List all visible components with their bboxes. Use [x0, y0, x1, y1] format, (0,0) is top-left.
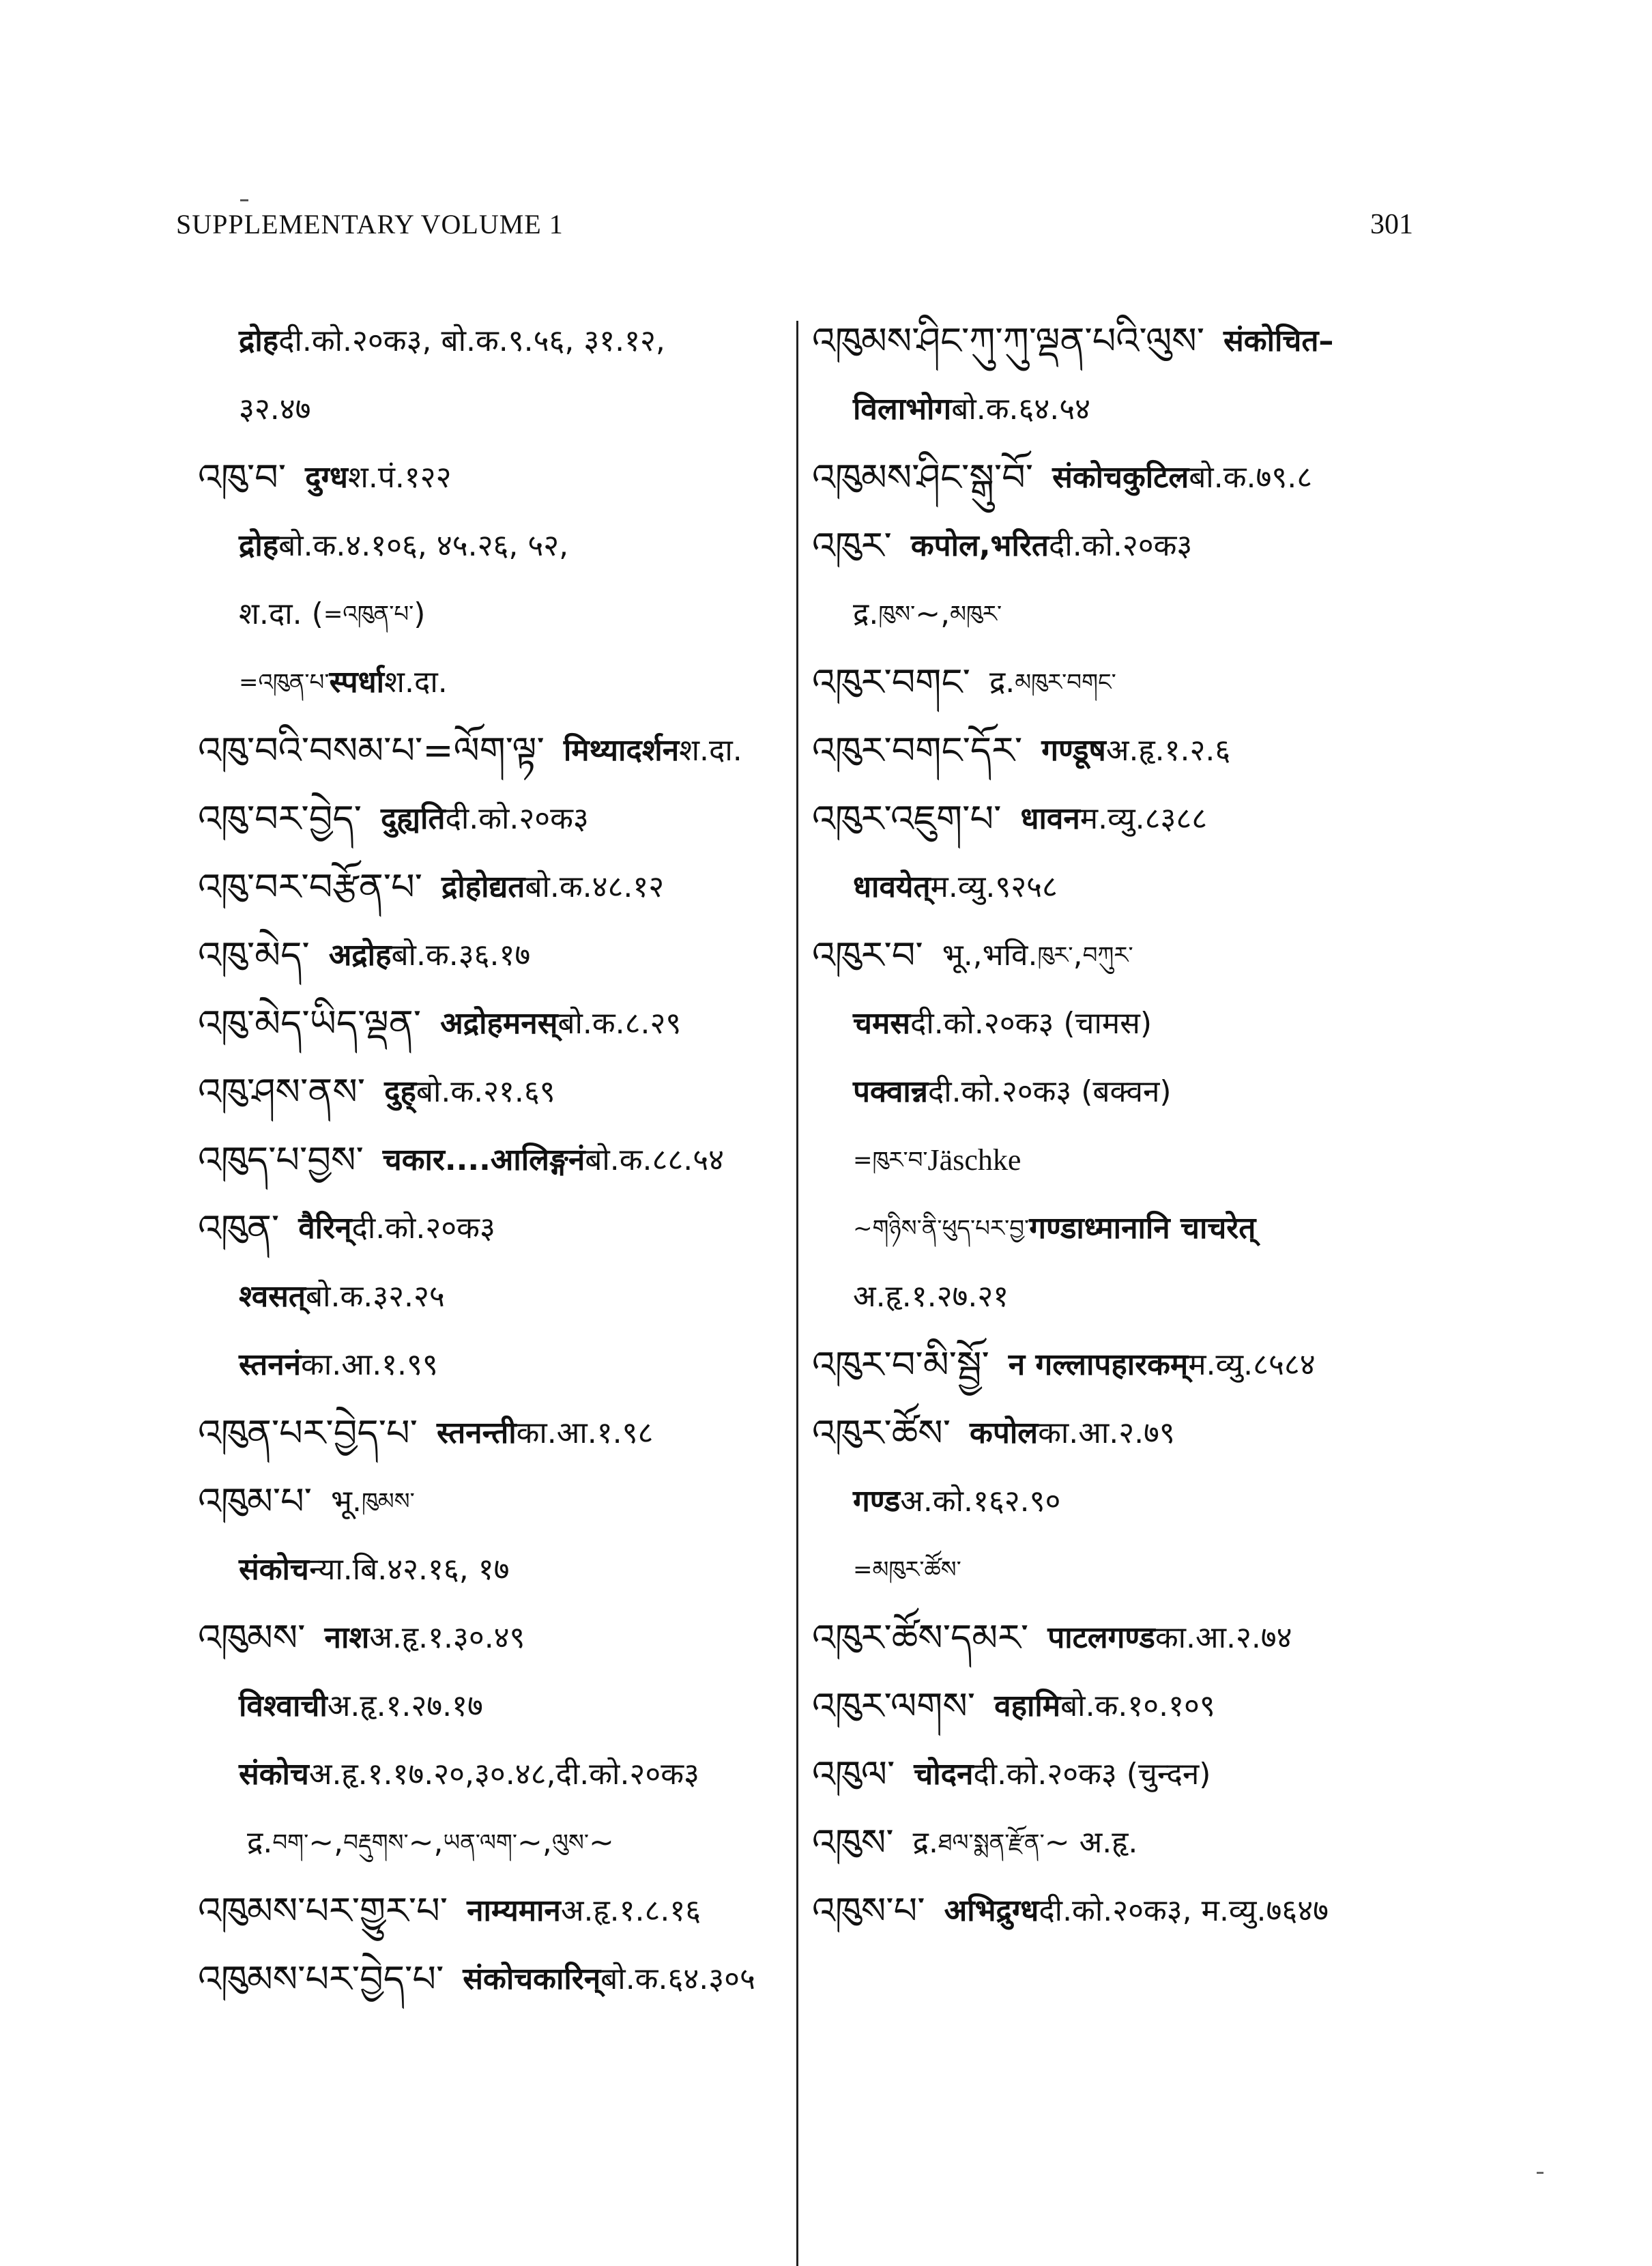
reference-text: द्र. — [853, 597, 879, 631]
dictionary-entry — [198, 444, 792, 512]
tibetan-headword: འཁུ་མེད་ — [198, 934, 310, 977]
tibetan-headword: འཁུས་ — [812, 1821, 894, 1864]
tibetan-headword: འཁུལ་ — [812, 1753, 895, 1796]
dictionary-entry — [812, 1399, 1426, 1467]
dictionary-entry — [812, 1604, 1426, 1672]
dictionary-entry — [812, 1877, 1426, 1945]
dictionary-entry — [198, 1058, 792, 1126]
reference-text: बो.क.७९.८ — [1189, 460, 1313, 495]
reference-text: दी.को.२०क३ (बक्वन) — [927, 1074, 1172, 1109]
reference-text: ~ — [588, 1825, 614, 1860]
reference-text: अ.को.१६२.९० — [900, 1484, 1061, 1519]
tibetan-headword: འཁུད་པ་བྱས་ — [198, 1138, 364, 1181]
dictionary-entry — [198, 990, 792, 1058]
dictionary-entry — [812, 1672, 1426, 1740]
tibetan-headword: འཁུར་བགང་ — [812, 661, 970, 704]
dictionary-entry — [198, 1126, 792, 1194]
sanskrit-equivalent: संकोचित– — [1223, 324, 1334, 358]
tibetan-headword: འཁུམས་པར་གྱུར་པ་ — [198, 1889, 448, 1932]
reference-text: ~, — [517, 1825, 552, 1860]
entry-subline — [198, 1809, 792, 1877]
reference-text: न्या.बि.४२.१६, १७ — [308, 1552, 510, 1587]
reference-text: दी.को.२०क३ — [351, 1211, 495, 1246]
dictionary-entry — [198, 853, 792, 921]
tibetan-crossref: =མཁུར་ཚོས་ — [853, 1556, 961, 1583]
entry-subline — [198, 1672, 792, 1740]
entry-subline — [198, 1536, 792, 1604]
sanskrit-equivalent: गण्डूष — [1041, 733, 1106, 768]
tibetan-headword: འཁུས་པ་ — [812, 1889, 925, 1932]
tibetan-headword: འཁུ་བའི་བསམ་པ་=ལོག་ལྟ་ — [198, 729, 545, 772]
entry-subline — [198, 1263, 792, 1331]
dictionary-entry — [198, 1194, 792, 1263]
tibetan-crossref: བརྡུགས་ — [343, 1829, 409, 1856]
tibetan-headword: འཁུམས་ཤིང་ཀུ་ཀུ་ལྡན་པའི་ལུས་ — [812, 319, 1205, 362]
tibetan-headword: འཁུར་ཚོས་ — [812, 1411, 951, 1454]
sanskrit-equivalent: स्तननं — [239, 1347, 302, 1382]
dictionary-entry — [198, 1877, 792, 1945]
dictionary-entry — [198, 1399, 792, 1467]
reference-text: का.आ.१.९९ — [301, 1347, 438, 1382]
reference-text: बो.क.४.१०६, ४५.२६, ५२, — [278, 528, 569, 563]
sanskrit-equivalent: संकोच — [239, 1757, 309, 1792]
tibetan-crossref: ཁུར་ — [1037, 942, 1073, 969]
sanskrit-equivalent: विश्वाची — [239, 1689, 328, 1723]
tibetan-headword: འཁུར་བགང་དོར་ — [812, 729, 1023, 772]
reference-text: बो.क.६४.५४ — [951, 392, 1090, 427]
reference-text: ~ अ.हृ. — [1044, 1825, 1138, 1860]
dictionary-entry — [198, 1945, 792, 2013]
sanskrit-equivalent: पाटलगण्ड — [1047, 1620, 1155, 1655]
reference-text: अ.हृ.१.८.१६ — [560, 1893, 701, 1928]
entry-subline — [198, 512, 792, 580]
dictionary-entry — [812, 512, 1426, 580]
reference-text: ~, — [408, 1825, 444, 1860]
reference-text: दी.को.२०क३ (चुन्दन) — [973, 1757, 1211, 1792]
reference-text: Jäschke — [927, 1143, 1021, 1177]
reference-text: अ.हृ.१.२७.१७ — [327, 1689, 483, 1723]
reference-text: बो.क.३६.१७ — [391, 938, 531, 973]
reference-text: दी.को.२०क३ — [1048, 528, 1193, 563]
tibetan-crossref: ཡན་ལག་ — [443, 1829, 517, 1856]
tibetan-headword: འཁུ་མེད་ཡིད་ལྡན་ — [198, 1002, 422, 1045]
tibetan-headword: འཁུམས་ — [198, 1616, 306, 1659]
sanskrit-equivalent: द्रोहोद्यत — [441, 870, 525, 904]
reference-text: का.आ.१.९८ — [516, 1416, 654, 1450]
tibetan-crossref: =ཁུར་བ་ — [853, 1147, 928, 1174]
sanskrit-equivalent: धावन — [1020, 801, 1080, 836]
sanskrit-equivalent: मिथ्यादर्शन — [563, 733, 680, 768]
tibetan-headword: འཁུར་བ་ — [812, 934, 923, 977]
reference-text: श.दा. — [384, 665, 448, 700]
sanskrit-equivalent: अद्रोह — [328, 938, 392, 973]
entry-subline — [812, 1467, 1426, 1536]
dictionary-entry — [198, 921, 792, 990]
tibetan-headword: འཁུར་འཇུག་པ་ — [812, 797, 1002, 840]
tibetan-crossref: ལུས་ — [551, 1829, 589, 1856]
entry-subline — [812, 1536, 1426, 1604]
sanskrit-equivalent: दुग्ध — [305, 460, 348, 495]
reference-text: द्र. — [989, 665, 1015, 700]
dictionary-entry — [198, 785, 792, 853]
sanskrit-equivalent: गण्ड — [853, 1484, 901, 1519]
page-header — [176, 208, 1413, 241]
entry-subline — [198, 1331, 792, 1399]
reference-text: बो.क.४८.१२ — [525, 870, 665, 904]
entry-subline — [812, 375, 1426, 444]
tibetan-headword: འཁུན་ — [198, 1207, 280, 1250]
tibetan-crossref: =འཁུན་པ་ — [239, 669, 330, 696]
reference-text: भू. — [331, 1484, 362, 1519]
sanskrit-equivalent: नाश — [324, 1620, 370, 1655]
tibetan-headword: འཁུ་བར་བྱེད་ — [198, 797, 362, 840]
sanskrit-equivalent: गण्डाध्मानानि चाचरेत् — [1029, 1211, 1256, 1246]
reference-text: दी.को.२०क३, म.व्यु.७६४७ — [1039, 1893, 1329, 1928]
sanskrit-equivalent: विलाभोग — [853, 392, 952, 427]
tibetan-headword: འཁུམས་ཤིང་སྒུ་བོ་ — [812, 456, 1034, 499]
dictionary-entry — [198, 1604, 792, 1672]
reference-text: बो.क.१०.१०९ — [1060, 1689, 1215, 1723]
sanskrit-equivalent: संकोचकुटिल — [1052, 460, 1189, 495]
page-number: 301 — [1370, 209, 1413, 240]
dictionary-entry — [812, 785, 1426, 853]
reference-text: बो.क.६४.३०५ — [600, 1962, 755, 1996]
dictionary-entry — [812, 717, 1426, 785]
tibetan-headword: འཁུམས་པར་བྱེད་པ་ — [198, 1957, 444, 2000]
sanskrit-equivalent: संकोचकारिन् — [463, 1962, 601, 1996]
sanskrit-equivalent: दुह् — [384, 1074, 416, 1109]
reference-text: म.व्यु.८३८८ — [1079, 801, 1208, 836]
running-title: SUPPLEMENTARY VOLUME 1 — [176, 209, 564, 240]
entry-subline — [812, 1194, 1426, 1263]
reference-text: अ.हृ.१.२.६ — [1105, 733, 1231, 768]
dictionary-entry — [198, 717, 792, 785]
tibetan-headword: འཁུར་ — [812, 524, 892, 567]
reference-text: दी.को.२०क३, बो.क.९.५६, ३१.१२, — [278, 324, 665, 358]
reference-text: म.व्यु.८५८४ — [1188, 1347, 1316, 1382]
tibetan-headword: འཁུ་བར་བརྩོན་པ་ — [198, 865, 423, 908]
sanskrit-equivalent: चोदन — [914, 1757, 974, 1792]
entry-subline — [198, 307, 792, 375]
tibetan-crossref: མཁུར་བགང་ — [1015, 669, 1116, 696]
dictionary-entry — [812, 1331, 1426, 1399]
reference-text: द्र. — [912, 1825, 938, 1860]
dictionary-entry — [812, 1809, 1426, 1877]
sanskrit-equivalent: वहामि — [994, 1689, 1061, 1723]
reference-text: भू.,भवि. — [942, 938, 1038, 973]
entry-subline — [812, 990, 1426, 1058]
entry-subline — [812, 853, 1426, 921]
scan-mark — [240, 199, 248, 201]
reference-text: दी.को.२०क३ — [445, 801, 589, 836]
dictionary-entry — [812, 1740, 1426, 1809]
tibetan-crossref: བཀུར་ — [1082, 942, 1133, 969]
reference-text: बो.क.८.२९ — [557, 1006, 682, 1041]
tibetan-crossref: =འཁུན་པ་ — [323, 601, 414, 628]
dictionary-entry — [812, 648, 1426, 717]
entry-subline — [812, 580, 1426, 648]
dictionary-entry — [812, 921, 1426, 990]
entry-subline — [198, 580, 792, 648]
reference-text: म.व्यु.९२५८ — [930, 870, 1058, 904]
sanskrit-equivalent: श्वसत् — [239, 1279, 306, 1314]
tibetan-crossref: ཐལ་སྨན་རྫོན་ — [938, 1829, 1045, 1856]
sanskrit-equivalent: धावयेत् — [853, 870, 931, 904]
entry-subline — [812, 1263, 1426, 1331]
sanskrit-equivalent: अभिद्रुग्ध — [944, 1893, 1039, 1928]
dictionary-entry — [812, 307, 1426, 375]
reference-text: अ.हृ.१.३०.४९ — [369, 1620, 525, 1655]
sanskrit-equivalent: स्तनन्ती — [436, 1416, 517, 1450]
reference-text: अ.हृ.१.१७.२०,३०.४८,दी.को.२०क३ — [308, 1757, 699, 1792]
sanskrit-equivalent: नाम्यमान — [467, 1893, 561, 1928]
tibetan-headword: འཁུར་ཚོས་དམར་ — [812, 1616, 1029, 1659]
sanskrit-equivalent: न गल्लापहारकम् — [1008, 1347, 1189, 1382]
sanskrit-equivalent: स्पर्धा — [329, 665, 385, 700]
sanskrit-equivalent: वैरिन् — [298, 1211, 352, 1246]
tibetan-crossref: ཁུས་ — [878, 601, 916, 628]
tibetan-crossref: བག་ — [272, 1829, 309, 1856]
entry-subline — [198, 375, 792, 444]
sanskrit-equivalent: द्रोह — [239, 528, 279, 563]
reference-text: का.आ.२.७९ — [1038, 1416, 1175, 1450]
sanskrit-equivalent: द्रोह — [239, 324, 279, 358]
tibetan-headword: འཁུར་ལགས་ — [812, 1684, 976, 1727]
sanskrit-equivalent: संकोच — [239, 1552, 309, 1587]
sanskrit-equivalent: कपोल — [970, 1416, 1039, 1450]
tibetan-headword: འཁུ་ཤས་ནས་ — [198, 1070, 366, 1113]
entry-subline — [198, 1740, 792, 1809]
sanskrit-equivalent: अद्रोहमनस् — [440, 1006, 558, 1041]
entry-subline — [812, 1058, 1426, 1126]
entry-subline — [198, 648, 792, 717]
reference-text: द्र. — [247, 1825, 273, 1860]
entry-subline — [812, 1126, 1426, 1194]
reference-text: श.दा. — [679, 733, 742, 768]
reference-text: अ.हृ.१.२७.२१ — [853, 1279, 1009, 1314]
tibetan-crossref: མཁུར་ — [950, 601, 1002, 628]
reference-text: बो.क.२१.६९ — [416, 1074, 555, 1109]
reference-text: बो.क.३२.२५ — [306, 1279, 445, 1314]
right-column — [812, 307, 1426, 1945]
reference-text: ३२.४७ — [239, 392, 311, 427]
dictionary-entry — [812, 444, 1426, 512]
reference-text: , — [1073, 938, 1083, 973]
sanskrit-equivalent: भरित — [990, 528, 1049, 563]
column-divider — [796, 321, 798, 2266]
tibetan-headword: འཁུམ་པ་ — [198, 1480, 313, 1523]
tibetan-headword: འཁུ་བ་ — [198, 456, 287, 499]
reference-text: श.पं.१२२ — [347, 460, 452, 495]
sanskrit-equivalent: पक्वान्न — [853, 1074, 928, 1109]
scan-mark — [1537, 2172, 1544, 2174]
sanskrit-equivalent: दुह्यति — [380, 801, 446, 836]
sanskrit-equivalent: कपोल, — [910, 528, 991, 563]
reference-text: का.आ.२.७४ — [1155, 1620, 1292, 1655]
reference-text: ) — [414, 597, 426, 631]
tibetan-crossref: ཁུམས་ — [361, 1488, 415, 1515]
dictionary-entry — [198, 1467, 792, 1536]
tibetan-crossref: ~གཉིས་ནི་ཕུད་པར་བྱ་ — [853, 1215, 1030, 1242]
left-column — [198, 307, 792, 2013]
tibetan-headword: འཁུན་པར་བྱེད་པ་ — [198, 1411, 418, 1454]
sanskrit-equivalent: चकार....आलिङ्गनं — [382, 1143, 585, 1177]
tibetan-headword: འཁུར་བ་མི་སྦྱོ་ — [812, 1343, 989, 1386]
reference-text: श.दा. ( — [239, 597, 323, 631]
reference-text: ~, — [915, 597, 951, 631]
reference-text: ~, — [308, 1825, 344, 1860]
sanskrit-equivalent: चमस — [853, 1006, 910, 1041]
reference-text: दी.को.२०क३ (चामस) — [910, 1006, 1153, 1041]
reference-text: बो.क.८८.५४ — [585, 1143, 725, 1177]
